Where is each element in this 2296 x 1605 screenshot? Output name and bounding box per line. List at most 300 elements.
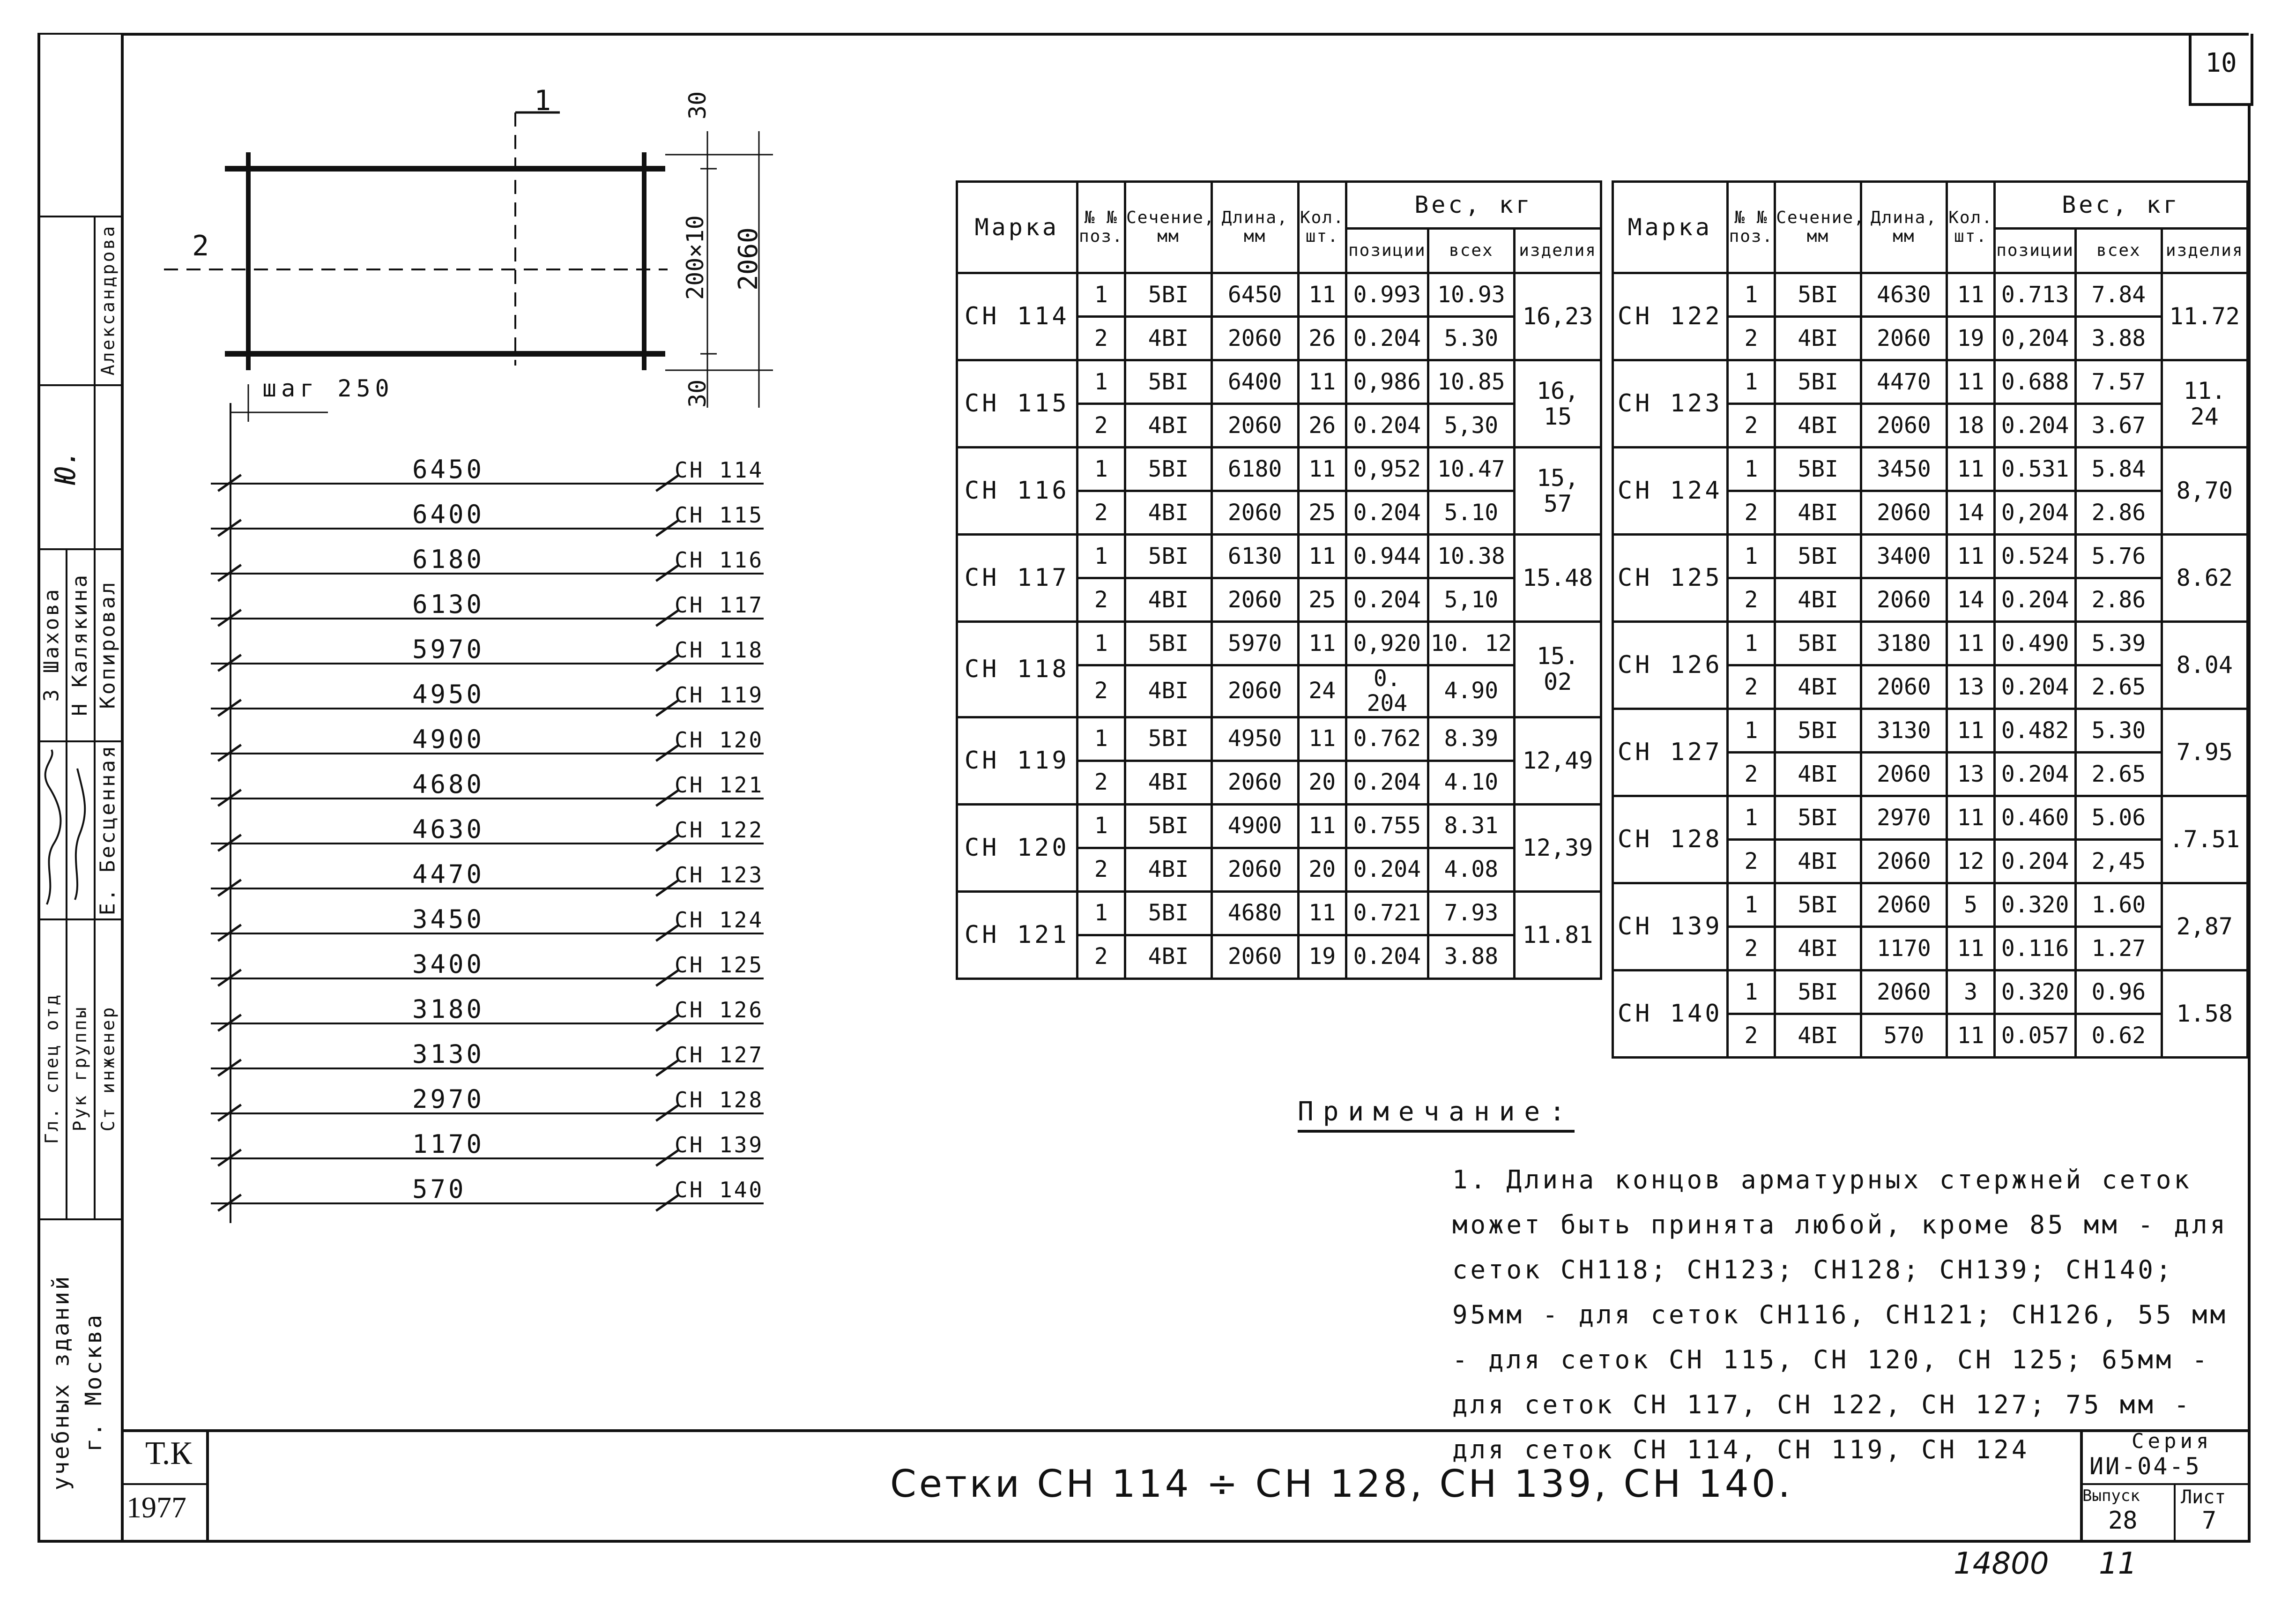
title-block-code-sep (122, 1483, 206, 1485)
th-w-all: всех (1428, 229, 1515, 273)
cell-mark: СН 121 (957, 891, 1077, 978)
cell-length: 3400 (1861, 535, 1947, 578)
th-w-item: изделия (1515, 229, 1601, 273)
spec-table-left (956, 180, 1602, 980)
mesh-row-length: 4630 (412, 814, 485, 844)
cell-weight-pos: 0.204 (1995, 753, 2076, 796)
cell-mark: СН 117 (957, 535, 1077, 622)
cell-section: 5ВI (1125, 535, 1212, 578)
mesh-row-mark: СН 116 (675, 547, 764, 573)
cell-weight-pos: 0.204 (1995, 840, 2076, 883)
cell-weight-all: 3.67 (2076, 404, 2162, 448)
cell-qty: 11 (1298, 804, 1346, 848)
cell-section: 4ВI (1125, 761, 1212, 804)
mesh-row-mark: СН 118 (675, 637, 764, 663)
mesh-row-length: 4470 (412, 859, 485, 889)
cell-length: 2060 (1211, 578, 1298, 622)
cell-weight-pos: 0.204 (1346, 317, 1428, 360)
sheet-number-box (2189, 34, 2253, 106)
cell-section: 5ВI (1125, 891, 1212, 935)
cell-weight-pos: 0.204 (1346, 848, 1428, 891)
cell-mark: СН 139 (1613, 883, 1728, 970)
cell-weight-all: 2.65 (2076, 665, 2162, 709)
cell-weight-all: 8.31 (1428, 804, 1515, 848)
cell-weight-item: .7.51 (2162, 796, 2247, 883)
th-weight-r: Вес, кг (1995, 182, 2248, 229)
cell-section: 5ВI (1125, 622, 1212, 665)
cell-weight-all: 7.93 (1428, 891, 1515, 935)
cell-pos: 2 (1727, 317, 1775, 360)
cell-pos: 1 (1077, 622, 1125, 665)
cell-weight-pos: 0.204 (1346, 935, 1428, 978)
copied-signature: Ю. (49, 447, 82, 485)
cell-length: 6400 (1211, 360, 1298, 404)
cell-weight-item: 12,49 (1515, 717, 1601, 804)
org-line-2-cell (80, 1228, 108, 1537)
role-2: Рук группы (69, 1005, 90, 1132)
dim-total: 2060 (733, 227, 764, 291)
cell-qty: 11 (1947, 709, 1995, 753)
drawing-title: Сетки СН 114 ÷ СН 128, СН 139, СН 140. (890, 1462, 1793, 1506)
cell-qty: 11 (1947, 273, 1995, 317)
cell-weight-pos: 0,952 (1346, 448, 1428, 491)
mesh-row-length: 4680 (412, 769, 485, 799)
cell-pos: 2 (1727, 404, 1775, 448)
cell-weight-all: 10.38 (1428, 535, 1515, 578)
cell-pos: 1 (1727, 709, 1775, 753)
cell-weight-pos: 0.204 (1346, 761, 1428, 804)
cell-section: 5ВI (1775, 448, 1861, 491)
cell-pos: 2 (1727, 578, 1775, 622)
frame-outer-top-line (37, 33, 122, 35)
cell-pos: 1 (1727, 622, 1775, 665)
signature-cell (37, 740, 94, 918)
th-qty: Кол. шт. (1298, 182, 1346, 273)
cell-weight-item: 2,87 (2162, 883, 2247, 970)
table-row (957, 717, 1601, 761)
cell-pos: 1 (1077, 273, 1125, 317)
cell-length: 2060 (1861, 665, 1947, 709)
cell-length: 4680 (1211, 891, 1298, 935)
th-qty-r: Кол. шт. (1947, 182, 1995, 273)
cell-section: 4ВI (1125, 578, 1212, 622)
table-row (957, 804, 1601, 848)
cell-length: 2060 (1211, 404, 1298, 448)
cell-weight-all: 2.86 (2076, 578, 2162, 622)
mesh-row-line (211, 663, 764, 664)
cell-pos: 1 (1727, 883, 1775, 927)
cell-qty: 14 (1947, 578, 1995, 622)
cell-weight-item: 1.58 (2162, 970, 2247, 1058)
cell-weight-all: 10.47 (1428, 448, 1515, 491)
cell-length: 2060 (1211, 317, 1298, 360)
table-row (1613, 535, 2248, 578)
mesh-row-length: 6180 (412, 545, 485, 574)
cell-weight-all: 5,30 (1428, 404, 1515, 448)
cell-pos: 1 (1077, 717, 1125, 761)
mesh-row-length: 2970 (412, 1084, 485, 1114)
cell-length: 570 (1861, 1014, 1947, 1058)
cell-weight-item: 11. 24 (2162, 360, 2247, 448)
cell-length: 2060 (1211, 848, 1298, 891)
cell-qty: 11 (1947, 448, 1995, 491)
table-row (1613, 970, 2248, 1014)
mesh-row-mark: СН 114 (675, 457, 764, 483)
cell-qty: 25 (1298, 491, 1346, 535)
cell-qty: 11 (1947, 622, 1995, 665)
cell-weight-pos: 0.204 (1346, 491, 1428, 535)
cell-section: 4ВI (1775, 665, 1861, 709)
cell-qty: 20 (1298, 848, 1346, 891)
org-line-2: г. Москва (81, 1313, 107, 1452)
cell-weight-item: 12,39 (1515, 804, 1601, 891)
mesh-row-length: 3180 (412, 994, 485, 1024)
cell-length: 2060 (1211, 935, 1298, 978)
cell-qty: 13 (1947, 753, 1995, 796)
cell-weight-all: 5,10 (1428, 578, 1515, 622)
cell-length: 6180 (1211, 448, 1298, 491)
cell-qty: 3 (1947, 970, 1995, 1014)
cell-weight-all: 5.39 (2076, 622, 2162, 665)
cell-pos: 2 (1727, 491, 1775, 535)
cell-length: 2060 (1861, 883, 1947, 927)
table-row (957, 891, 1601, 935)
mesh-row-line (211, 1112, 764, 1114)
mesh-row-mark: СН 121 (675, 772, 764, 798)
cell-weight-pos: 0.204 (1995, 404, 2076, 448)
mesh-row-line (211, 978, 764, 979)
copied-label-cell (94, 548, 122, 740)
cell-weight-pos: 0.713 (1995, 273, 2076, 317)
mesh-row-line (211, 1023, 764, 1024)
cell-qty: 11 (1947, 927, 1995, 970)
cell-qty: 11 (1298, 717, 1346, 761)
dim-bottom: 30 (684, 379, 711, 408)
cell-pos: 1 (1727, 360, 1775, 404)
staff-name-1: З Шахова (39, 587, 64, 702)
table-row (1613, 360, 2248, 404)
mesh-row-length: 3130 (412, 1039, 485, 1069)
cell-weight-pos: 0.688 (1995, 360, 2076, 404)
cell-weight-pos: 0.204 (1346, 578, 1428, 622)
cell-weight-pos: 0.762 (1346, 717, 1428, 761)
cell-weight-all: 5.76 (2076, 535, 2162, 578)
cell-section: 5ВI (1775, 883, 1861, 927)
table-row (1613, 273, 2248, 317)
cell-weight-all: 2,45 (2076, 840, 2162, 883)
cell-mark: СН 115 (957, 360, 1077, 448)
cell-pos: 1 (1727, 448, 1775, 491)
cell-mark: СН 127 (1613, 709, 1728, 796)
cell-section: 4ВI (1125, 935, 1212, 978)
cell-qty: 13 (1947, 665, 1995, 709)
mesh-row-mark: СН 128 (675, 1087, 764, 1112)
th-w-pos: позиции (1346, 229, 1428, 273)
cell-qty: 11 (1947, 796, 1995, 840)
cell-weight-pos: 0.204 (1995, 665, 2076, 709)
mesh-row-line (211, 528, 764, 530)
mesh-row-line (211, 888, 764, 889)
cell-section: 4ВI (1125, 317, 1212, 360)
side-mark: 2 (192, 230, 209, 262)
th-length: Длина, мм (1211, 182, 1298, 273)
th-weight: Вес, кг (1346, 182, 1601, 229)
sheet-number: 10 (2205, 48, 2237, 78)
cell-pos: 1 (1727, 970, 1775, 1014)
mesh-row-mark: СН 139 (675, 1132, 764, 1157)
copied-by-name: Александрова (97, 224, 119, 376)
cell-pos: 2 (1727, 1014, 1775, 1058)
series-value: ИИ-04-5 (2089, 1453, 2201, 1480)
cell-section: 4ВI (1775, 578, 1861, 622)
mesh-drawing (141, 84, 796, 1209)
cell-qty: 11 (1298, 622, 1346, 665)
cell-length: 2060 (1861, 840, 1947, 883)
th-pos-r: № № поз. (1727, 182, 1775, 273)
cell-pos: 1 (1727, 535, 1775, 578)
cell-weight-item: 15, 57 (1515, 448, 1601, 535)
cell-weight-item: 8.04 (2162, 622, 2247, 709)
mesh-row-length: 4950 (412, 679, 485, 709)
cell-qty: 19 (1298, 935, 1346, 978)
mesh-row-length: 6400 (412, 500, 485, 529)
cell-weight-all: 0.62 (2076, 1014, 2162, 1058)
mesh-row-line (211, 933, 764, 934)
cell-weight-pos: 0. 204 (1346, 665, 1428, 717)
cell-weight-all: 8.39 (1428, 717, 1515, 761)
cell-pos: 2 (1077, 317, 1125, 360)
mesh-row-mark: СН 124 (675, 907, 764, 933)
mesh-row-mark: СН 115 (675, 502, 764, 528)
cell-weight-item: 7.95 (2162, 709, 2247, 796)
cell-weight-pos: 0,920 (1346, 622, 1428, 665)
cell-section: 4ВI (1775, 840, 1861, 883)
archive-number: 14800 (1954, 1546, 2049, 1581)
cell-weight-pos: 0.755 (1346, 804, 1428, 848)
cell-weight-pos: 0.320 (1995, 970, 2076, 1014)
dim-inner: 200×10 (682, 215, 709, 300)
cell-mark: СН 118 (957, 622, 1077, 717)
cell-weight-pos: 0.524 (1995, 535, 2076, 578)
cell-section: 4ВI (1125, 848, 1212, 891)
cell-weight-pos: 0.721 (1346, 891, 1428, 935)
handwritten-signatures (37, 740, 94, 918)
cell-length: 4950 (1211, 717, 1298, 761)
cell-weight-pos: 0,986 (1346, 360, 1428, 404)
staff-name-3: Е. Бесценная (96, 744, 120, 915)
cell-pos: 2 (1077, 935, 1125, 978)
role-3: Ст инженер (97, 1005, 118, 1132)
cell-pos: 2 (1727, 927, 1775, 970)
cell-weight-pos: 0.482 (1995, 709, 2076, 753)
cell-weight-item: 11.72 (2162, 273, 2247, 360)
cell-pos: 2 (1727, 665, 1775, 709)
cell-weight-all: 1.60 (2076, 883, 2162, 927)
cell-length: 2060 (1211, 761, 1298, 804)
mesh-row-line (211, 573, 764, 575)
table-row (1613, 883, 2248, 927)
cell-qty: 19 (1947, 317, 1995, 360)
dim-top: 30 (684, 91, 711, 119)
mesh-row-length: 3450 (412, 904, 485, 934)
cell-qty: 11 (1947, 1014, 1995, 1058)
cell-section: 5ВI (1125, 273, 1212, 317)
cell-mark: СН 119 (957, 717, 1077, 804)
cell-length: 5970 (1211, 622, 1298, 665)
series-label: Серия (2132, 1429, 2213, 1453)
cell-weight-all: 5.10 (1428, 491, 1515, 535)
cell-weight-all: 10.85 (1428, 360, 1515, 404)
table-row (957, 360, 1601, 404)
sheet-value: 7 (2202, 1507, 2217, 1535)
frame-top-line (122, 33, 2249, 36)
mesh-row-length: 5970 (412, 635, 485, 664)
cell-mark: СН 122 (1613, 273, 1728, 360)
cell-section: 5ВI (1775, 622, 1861, 665)
cell-weight-all: 2.65 (2076, 753, 2162, 796)
cell-section: 4ВI (1125, 404, 1212, 448)
copied-by-name-cell (94, 216, 122, 384)
cell-mark: СН 120 (957, 804, 1077, 891)
cell-pos: 2 (1077, 761, 1125, 804)
cell-pos: 2 (1077, 404, 1125, 448)
cell-qty: 11 (1947, 535, 1995, 578)
cell-qty: 26 (1298, 317, 1346, 360)
cell-length: 6130 (1211, 535, 1298, 578)
mesh-row-line (211, 1068, 764, 1069)
cell-pos: 2 (1077, 578, 1125, 622)
cell-qty: 11 (1298, 448, 1346, 491)
mesh-row-mark: СН 123 (675, 862, 764, 888)
cell-weight-all: 4.10 (1428, 761, 1515, 804)
cell-weight-item: 8,70 (2162, 448, 2247, 535)
mesh-row-length: 6450 (412, 455, 485, 484)
cell-mark: СН 140 (1613, 970, 1728, 1058)
cell-pos: 2 (1077, 848, 1125, 891)
cell-length: 2970 (1861, 796, 1947, 840)
mesh-row-length: 4900 (412, 724, 485, 754)
cell-length: 4630 (1861, 273, 1947, 317)
th-section: Сечение, мм (1125, 182, 1212, 273)
cell-length: 3450 (1861, 448, 1947, 491)
th-length-r: Длина, мм (1861, 182, 1947, 273)
role-1-cell (37, 918, 66, 1218)
notes-title: Примечание: (1298, 1097, 1575, 1133)
cell-qty: 24 (1298, 665, 1346, 717)
cell-weight-all: 7.84 (2076, 273, 2162, 317)
mesh-row-length: 6130 (412, 590, 485, 619)
cell-weight-all: 5.30 (1428, 317, 1515, 360)
page-number: 11 (2099, 1546, 2137, 1581)
cell-pos: 1 (1077, 804, 1125, 848)
cell-section: 4ВI (1125, 665, 1212, 717)
cell-pos: 1 (1077, 360, 1125, 404)
cell-weight-pos: 0,204 (1995, 317, 2076, 360)
cell-section: 4ВI (1775, 1014, 1861, 1058)
mesh-row-line (211, 483, 764, 485)
cell-mark: СН 128 (1613, 796, 1728, 883)
cell-qty: 12 (1947, 840, 1995, 883)
cell-mark: СН 126 (1613, 622, 1728, 709)
cell-weight-all: 4.90 (1428, 665, 1515, 717)
cell-weight-item: 16,23 (1515, 273, 1601, 360)
cell-weight-pos: 0.944 (1346, 535, 1428, 578)
cell-section: 5ВI (1125, 360, 1212, 404)
mesh-row-mark: СН 125 (675, 952, 764, 978)
th-pos: № № поз. (1077, 182, 1125, 273)
cell-pos: 1 (1727, 796, 1775, 840)
th-mark-r: Марка (1613, 182, 1728, 273)
cell-qty: 11 (1947, 360, 1995, 404)
cell-weight-all: 5.06 (2076, 796, 2162, 840)
copied-by-sign-cell (37, 384, 94, 548)
staff-name-2: Н Калякина (67, 573, 92, 716)
cell-pos: 2 (1077, 665, 1125, 717)
cell-length: 2060 (1861, 753, 1947, 796)
cell-weight-item: 11.81 (1515, 891, 1601, 978)
title-block-div-2 (2080, 1429, 2083, 1542)
copied-label: Копировал (96, 580, 120, 709)
title-block-sheet-sep (2174, 1483, 2176, 1542)
mesh-row-line (211, 618, 764, 620)
mesh-row-mark: СН 126 (675, 997, 764, 1023)
cell-length: 2060 (1861, 404, 1947, 448)
cell-mark: СН 114 (957, 273, 1077, 360)
cell-length: 3130 (1861, 709, 1947, 753)
mesh-row-length: 570 (412, 1174, 467, 1204)
table-row (957, 535, 1601, 578)
cell-section: 4ВI (1775, 753, 1861, 796)
cell-weight-item: 8.62 (2162, 535, 2247, 622)
table-row (1613, 796, 2248, 840)
title-block-div-1 (206, 1429, 209, 1542)
th-section-r: Сечение, мм (1775, 182, 1861, 273)
cell-length: 2060 (1861, 578, 1947, 622)
table-row (1613, 622, 2248, 665)
cell-weight-pos: 0.490 (1995, 622, 2076, 665)
cell-pos: 2 (1077, 491, 1125, 535)
cell-qty: 14 (1947, 491, 1995, 535)
cell-section: 5ВI (1125, 804, 1212, 848)
cell-length: 1170 (1861, 927, 1947, 970)
cell-weight-pos: 0.116 (1995, 927, 2076, 970)
cell-section: 4ВI (1775, 491, 1861, 535)
mesh-length-rows (141, 84, 796, 1209)
staff-name-3-cell (94, 740, 122, 918)
cell-section: 4ВI (1125, 491, 1212, 535)
step-label: шаг 250 (262, 375, 394, 402)
mesh-row-line (211, 753, 764, 754)
cell-pos: 1 (1727, 273, 1775, 317)
mesh-row-line (211, 708, 764, 709)
mesh-row-mark: СН 120 (675, 727, 764, 753)
role-1: Гл. спец отд (41, 993, 62, 1144)
cell-weight-all: 4.08 (1428, 848, 1515, 891)
cell-weight-pos: 0.993 (1346, 273, 1428, 317)
cell-qty: 11 (1298, 535, 1346, 578)
cell-mark: СН 124 (1613, 448, 1728, 535)
cell-qty: 25 (1298, 578, 1346, 622)
cell-mark: СН 123 (1613, 360, 1728, 448)
org-line-1-cell (47, 1228, 75, 1537)
title-block-year: 1977 (126, 1491, 186, 1524)
cell-length: 4470 (1861, 360, 1947, 404)
cell-weight-all: 0.96 (2076, 970, 2162, 1014)
cell-weight-all: 10. 12 (1428, 622, 1515, 665)
cell-pos: 1 (1077, 891, 1125, 935)
cell-weight-all: 5.30 (2076, 709, 2162, 753)
cell-length: 4900 (1211, 804, 1298, 848)
